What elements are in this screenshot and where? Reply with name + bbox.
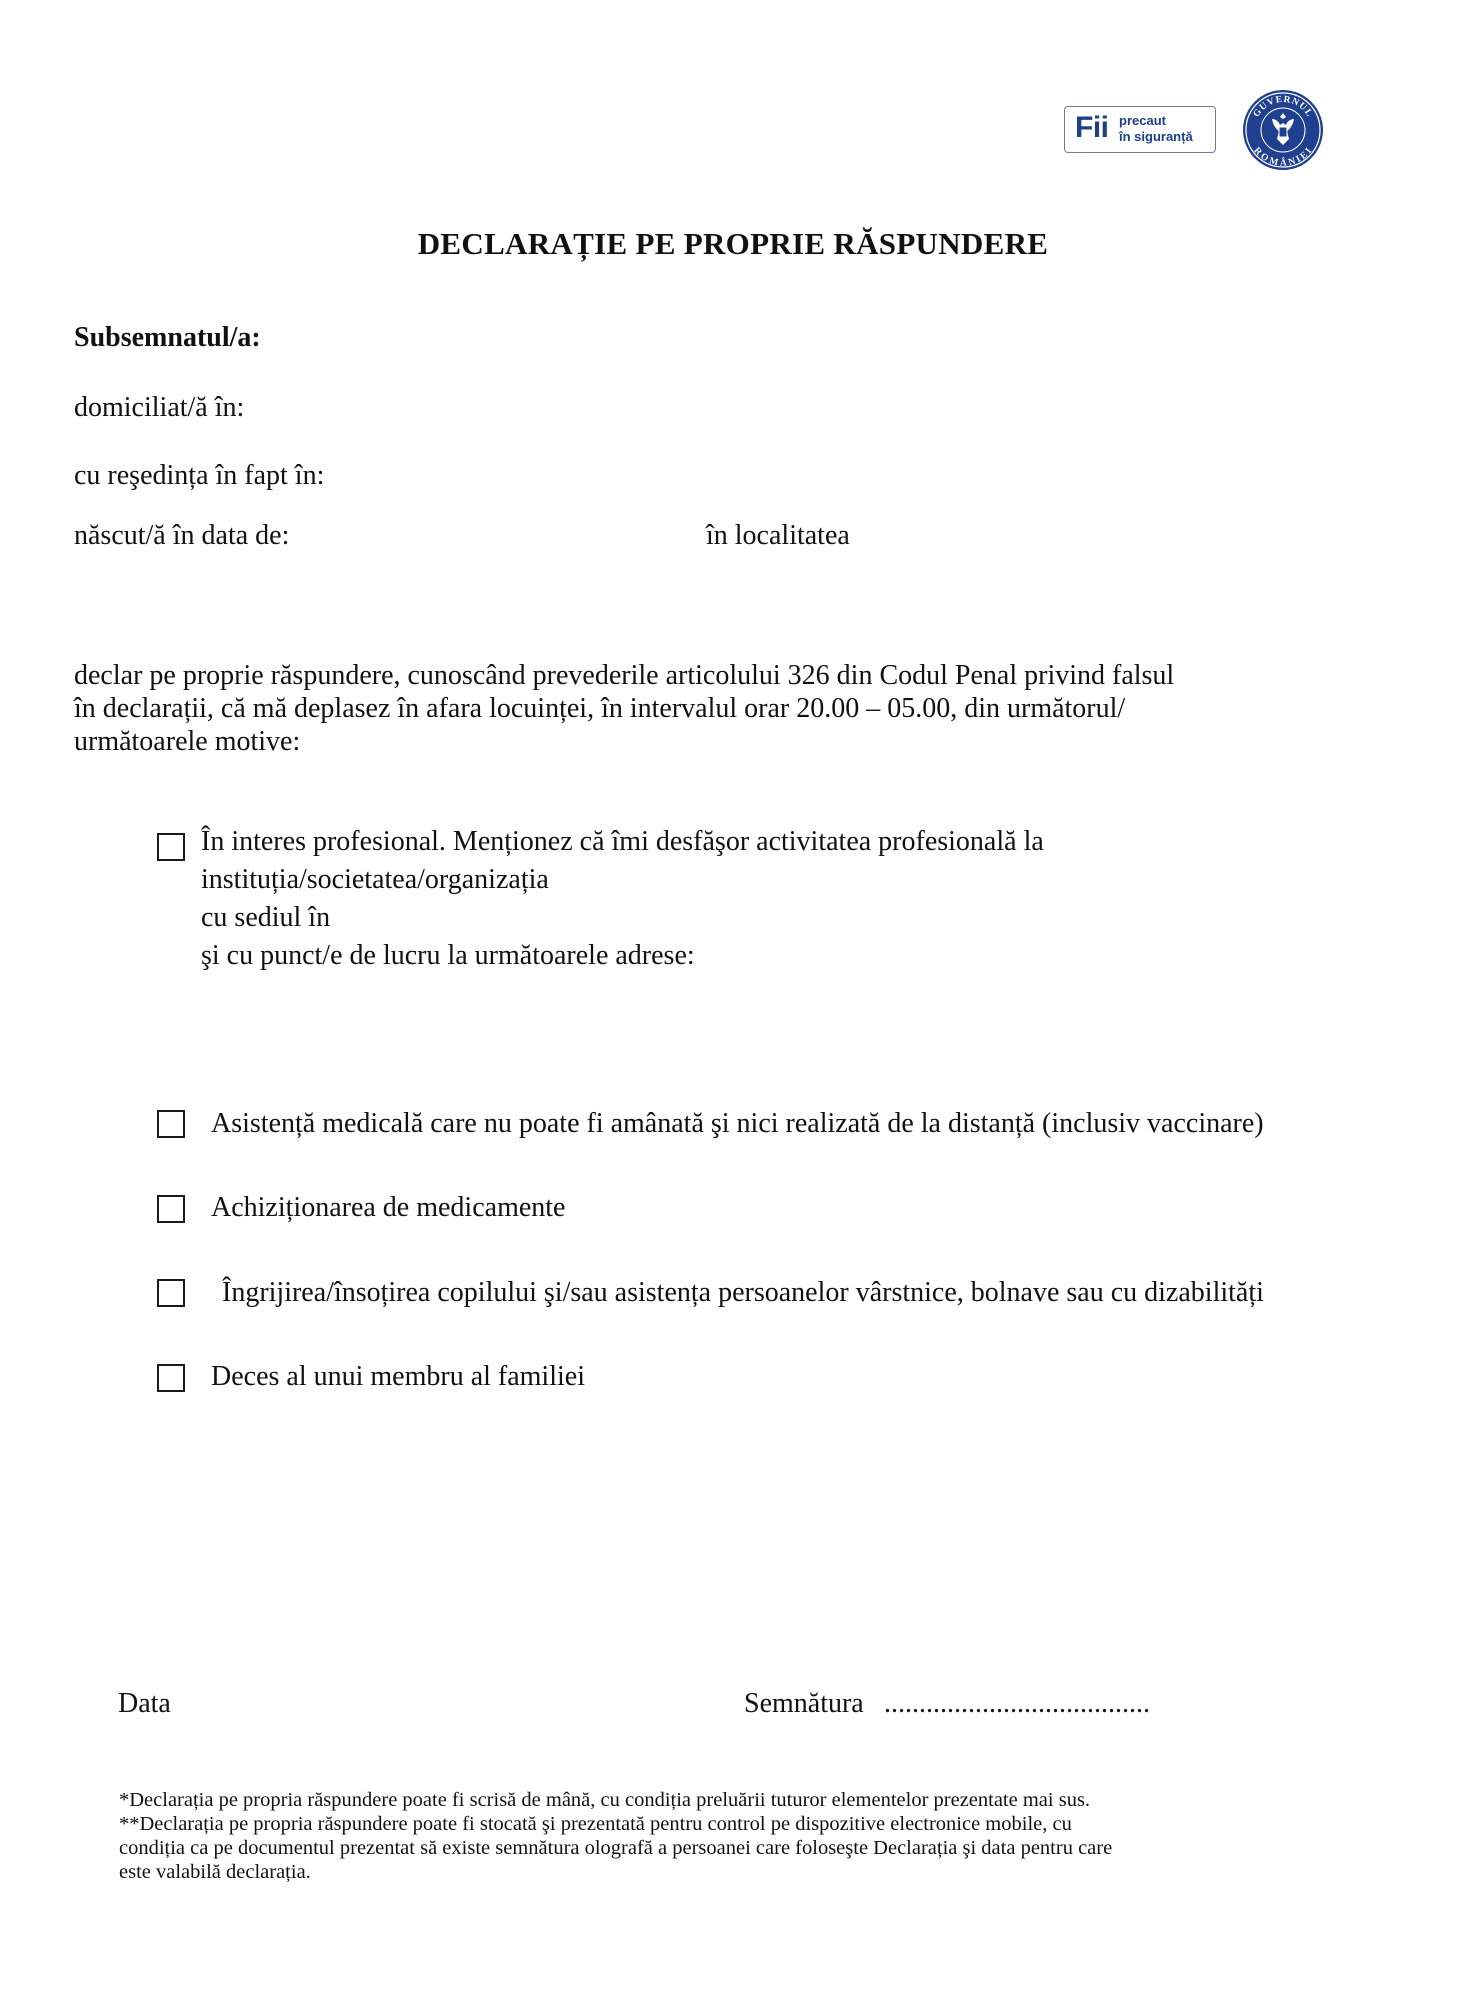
semnatura-label: Semnătura <box>744 1688 864 1719</box>
seal-bottom-text: ROMÂNIEI <box>1251 145 1315 169</box>
fii-logo-line2: în siguranță <box>1119 129 1193 144</box>
declaration-line-1: declar pe proprie răspundere, cunoscând prevederile articolului 326 din Codul Penal privind falsul <box>74 660 1175 691</box>
declaration-line-2: în declarații, că mă deplasez în afara locuinței, în intervalul orar 20.00 – 05.00, din următorul/ <box>74 693 1126 724</box>
footnote-line-1: *Declarația pe propria răspundere poate fi scrisă de mână, cu condiția preluării tuturor elementelor prezentate mai sus. <box>119 1789 1091 1811</box>
profesional-line-2: instituția/societatea/organizația <box>201 864 549 895</box>
checkbox-interes-profesional[interactable] <box>157 833 185 861</box>
domiciliat-label: domiciliat/ă în: <box>74 392 245 423</box>
fii-logo-text: Fii <box>1075 111 1109 144</box>
data-label: Data <box>118 1688 171 1719</box>
page-title: DECLARAȚIE PE PROPRIE RĂSPUNDERE <box>417 226 1049 261</box>
checkbox-achizitionare-medicamente[interactable] <box>157 1195 185 1223</box>
declaration-line-3: următoarele motive: <box>74 726 301 757</box>
nascut-label: născut/ă în data de: <box>74 520 290 551</box>
footnote-line-2: **Declarația pe propria răspundere poate fi stocată şi prezentată pentru control pe dispozitive electronice mobile, cu <box>119 1813 1072 1835</box>
fii-precaut-logo <box>1064 106 1216 153</box>
checkbox-deces-familie[interactable] <box>157 1364 185 1392</box>
checkbox-ingrijire-copil[interactable] <box>157 1279 185 1307</box>
ingrijire-copil-label: Îngrijirea/însoțirea copilului şi/sau asistența persoanelor vârstnice, bolnave sau cu dizabilități <box>222 1277 1264 1308</box>
checkbox-asistenta-medicala[interactable] <box>157 1110 185 1138</box>
profesional-line-3: cu sediul în <box>201 902 331 933</box>
asistenta-medicala-label: Asistență medicală care nu poate fi amânată şi nici realizată de la distanță (inclusiv vaccinare) <box>211 1108 1264 1139</box>
deces-familie-label: Deces al unui membru al familiei <box>211 1361 585 1392</box>
seal-top-text: GUVERNUL <box>1251 94 1315 120</box>
resedinta-label: cu reşedința în fapt în: <box>74 460 325 491</box>
footnote-line-3: condiția ca pe documentul prezentat să existe semnătura olografă a persoanei care foloseşte Declarația şi data pentru care <box>119 1837 1113 1859</box>
localitatea-label: în localitatea <box>706 520 850 551</box>
profesional-line-4: şi cu punct/e de lucru la următoarele adrese: <box>201 940 695 971</box>
subsemnatul-label: Subsemnatul/a: <box>74 322 261 353</box>
profesional-line-1: În interes profesional. Menționez că îmi desfăşor activitatea profesională la <box>201 826 1044 857</box>
fii-logo-line1: precaut <box>1119 113 1166 128</box>
government-seal-icon <box>1242 89 1324 171</box>
semnatura-dots: ...................................... <box>884 1688 1150 1719</box>
footnote-line-4: este valabilă declarația. <box>119 1861 311 1883</box>
achizitionare-medicamente-label: Achiziționarea de medicamente <box>211 1192 566 1223</box>
